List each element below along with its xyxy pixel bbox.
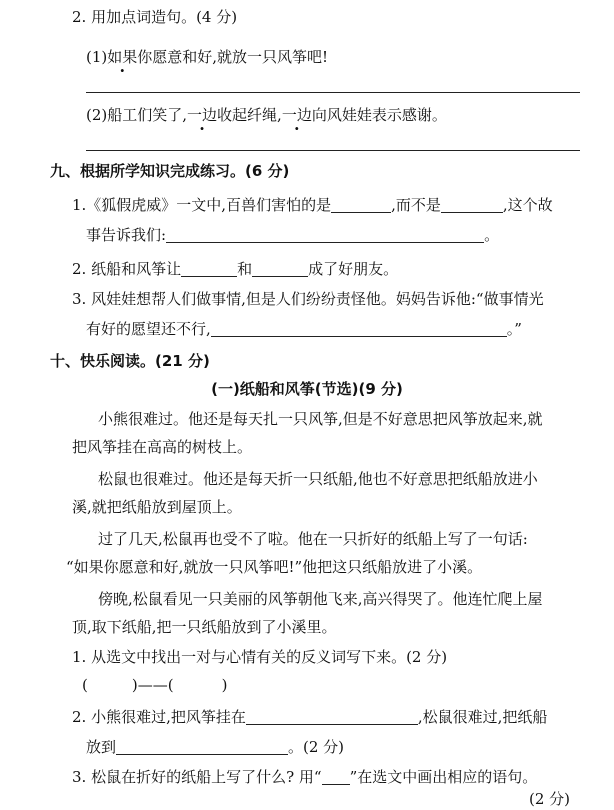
- q8-sub2: [86, 104, 447, 126]
- q10-para4-l2: 顶,取下纸船,把一只纸船放到了小溪里。: [72, 618, 337, 636]
- q9-item1-blank-2[interactable]: [441, 196, 503, 213]
- q10-item1: 1. 从选文中找出一对与心情有关的反义词写下来。(2 分): [72, 648, 448, 666]
- q10-item1-answer-pair[interactable]: ( )——( ): [82, 676, 228, 694]
- q10-heading: 十、快乐阅读。(21 分): [50, 352, 210, 370]
- q9-item1-line2: 事告诉我们: 。: [86, 226, 500, 244]
- q10-item2-line2: 放到 。(2 分): [86, 738, 345, 756]
- q10-para3-l1: 过了几天,松鼠再也受不了啦。他在一只折好的纸船上写了一句话:: [98, 530, 528, 548]
- q9-item2: 2. 纸船和风筝让 和 成了好朋友。: [72, 260, 399, 278]
- q10-para1-l2: 把风筝挂在高高的树枝上。: [72, 438, 253, 456]
- q10-item3-underline-sample: [322, 768, 350, 785]
- q8-sub2-dotted-1: 一边: [187, 106, 218, 124]
- q10-item3-score: (2 分): [528, 790, 570, 808]
- q9-item1-blank-3[interactable]: [166, 226, 484, 243]
- q8-sub2-answer-line[interactable]: [86, 150, 580, 151]
- q8-sub2-dotted-2: 一边: [281, 106, 312, 124]
- q10-item2-blank-2[interactable]: [116, 738, 288, 755]
- q9-item1-line1: 1.《狐假虎威》一文中,百兽们害怕的是 ,而不是 ,这个故: [72, 196, 553, 214]
- q10-para4-l1: 傍晚,松鼠看见一只美丽的风筝朝他飞来,高兴得哭了。他连忙爬上屋: [98, 590, 543, 608]
- q9-heading: 九、根据所学知识完成练习。(6 分): [50, 162, 290, 180]
- q9-item3-line1: 3. 风娃娃想帮人们做事情,但是人们纷纷责怪他。妈妈告诉他:“做事情光: [72, 290, 544, 308]
- q8-sub2-rest: 向风娃娃表示感谢。: [311, 106, 447, 124]
- q8-sub1-prefix: (1): [86, 48, 108, 66]
- q10-para3-l2: “如果你愿意和好,就放一只风筝吧!”他把这只纸船放进了小溪。: [66, 558, 483, 576]
- q9-item2-blank-1[interactable]: [181, 260, 237, 277]
- q10-para1-l1: 小熊很难过。他还是每天扎一只风筝,但是不好意思把风筝放起来,就: [98, 410, 543, 428]
- q10-subtitle: (一)纸船和风筝(节选)(9 分): [211, 380, 403, 398]
- q10-item3: 3. 松鼠在折好的纸船上写了什么? 用“ ”在选文中画出相应的语句。: [72, 768, 538, 786]
- q10-para2-l2: 溪,就把纸船放到屋顶上。: [72, 498, 242, 516]
- q8-sub1-answer-line[interactable]: [86, 92, 580, 93]
- q9-item1-blank-1[interactable]: [331, 196, 391, 213]
- q8-sub1-rest: 你愿意和好,就放一只风筝吧!: [137, 48, 329, 66]
- q10-para2-l1: 松鼠也很难过。他还是每天折一只纸船,他也不好意思把纸船放进小: [98, 470, 538, 488]
- q8-sub2-mid: 收起纤绳,: [217, 106, 282, 124]
- q8-sub2-prefix: (2)船工们笑了,: [86, 106, 188, 124]
- q9-item3-blank[interactable]: [211, 320, 507, 337]
- q9-item3-line2: 有好的愿望还不行, 。”: [86, 320, 522, 338]
- q9-item2-blank-2[interactable]: [252, 260, 308, 277]
- q8-item2: 2. 用加点词造句。(4 分): [72, 8, 238, 26]
- q8-sub1: [86, 46, 328, 68]
- q10-item2-blank-1[interactable]: [246, 708, 418, 725]
- q10-item2-line1: 2. 小熊很难过,把风筝挂在 ,松鼠很难过,把纸船: [72, 708, 548, 726]
- q8-sub1-dotted-1: 如果: [107, 48, 138, 66]
